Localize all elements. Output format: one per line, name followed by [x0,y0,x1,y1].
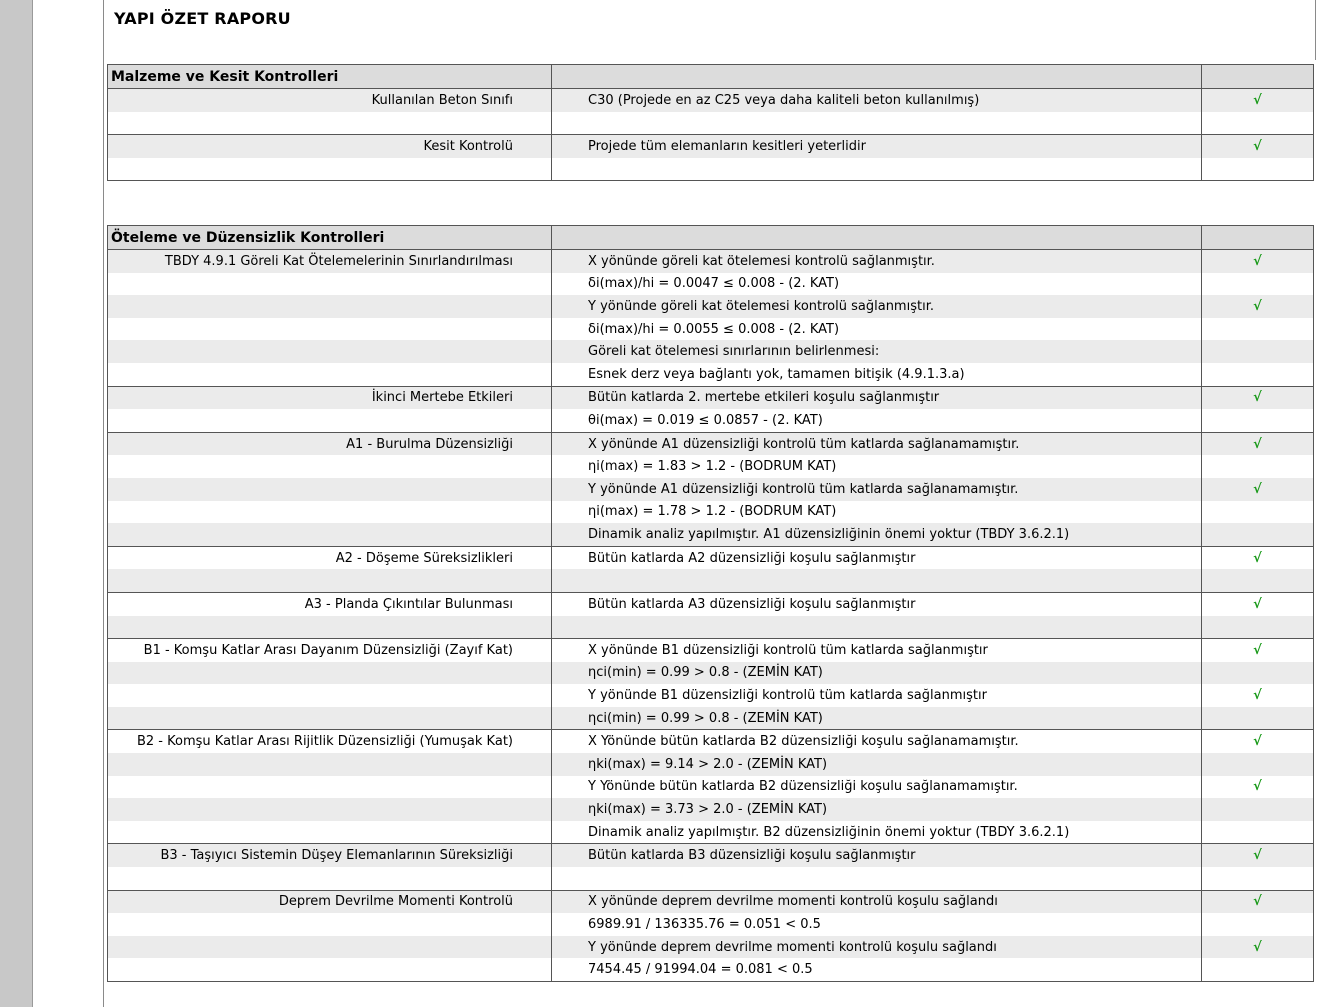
table-row [108,730,1314,753]
checkmark-icon: √ [1202,478,1314,501]
check-label: Deprem Devrilme Momenti Kontrolü [108,890,552,913]
check-label [108,867,552,890]
check-result: ηki(max) = 3.73 > 2.0 - (ZEMİN KAT) [552,798,1202,821]
table-row [108,363,1314,386]
check-result [552,112,1202,135]
table-row [108,844,1314,867]
checkmark-icon [1202,958,1314,981]
table-row [108,432,1314,455]
check-label [108,662,552,685]
table-row [108,684,1314,707]
checkmark-icon [1202,707,1314,730]
checkmark-icon [1202,409,1314,432]
table-row [108,776,1314,799]
check-result: Projede tüm elemanların kesitleri yeterlidir [552,135,1202,158]
checkmark-icon: √ [1253,779,1262,795]
check-label [108,569,552,592]
checkmark-icon: √ [1253,688,1262,704]
page-border-left [103,0,104,1007]
check-label: B1 - Komşu Katlar Arası Dayanım Düzensizliği (Zayıf Kat) [108,639,552,662]
checkmark-icon: √ [1202,295,1314,318]
table-row [108,821,1314,844]
check-label [108,112,552,135]
check-result: Bütün katlarda A2 düzensizliği koşulu sağlanmıştır [552,546,1202,569]
checkmark-icon [1202,158,1314,181]
check-result: Y yönünde göreli kat ötelemesi kontrolü sağlanmıştır. [552,295,1202,318]
checkmark-icon: √ [1202,936,1314,959]
checkmark-icon [1202,523,1314,546]
check-result [552,569,1202,592]
table-row [108,662,1314,685]
table-row [108,569,1314,592]
checkmark-icon [1202,273,1314,296]
check-result: Dinamik analiz yapılmıştır. B2 düzensizliğinin önemi yoktur (TBDY 3.6.2.1) [552,821,1202,844]
check-result: X Yönünde bütün katlarda B2 düzensizliği koşulu sağlanamamıştır. [552,730,1202,753]
check-label [108,753,552,776]
check-label [108,936,552,959]
check-label [108,958,552,981]
check-result: Y yönünde deprem devrilme momenti kontrolü koşulu sağlandı [552,936,1202,959]
table-row [108,753,1314,776]
checkmark-icon: √ [1202,250,1314,273]
check-result [552,158,1202,181]
check-label [108,295,552,318]
check-label [108,821,552,844]
table-row [108,158,1314,181]
check-result: Göreli kat ötelemesi sınırlarının belirlenmesi: [552,340,1202,363]
check-result: ηci(min) = 0.99 > 0.8 - (ZEMİN KAT) [552,707,1202,730]
page-border-right [1315,0,1316,60]
check-result: X yönünde deprem devrilme momenti kontrolü koşulu sağlandı [552,890,1202,913]
checkmark-icon [1202,821,1314,844]
check-label: İkinci Mertebe Etkileri [108,386,552,409]
check-result: C30 (Projede en az C25 veya daha kaliteli beton kullanılmış) [552,89,1202,112]
table-row [108,958,1314,981]
check-result: X yönünde göreli kat ötelemesi kontrolü sağlanmıştır. [552,250,1202,273]
check-label [108,273,552,296]
check-label: A1 - Burulma Düzensizliği [108,432,552,455]
checkmark-icon: √ [1202,730,1314,753]
checkmark-icon [1202,501,1314,524]
report-title: YAPI ÖZET RAPORU [114,9,291,28]
check-label [108,363,552,386]
check-label [108,707,552,730]
check-result: Dinamik analiz yapılmıştır. A1 düzensizliğinin önemi yoktur (TBDY 3.6.2.1) [552,523,1202,546]
checkmark-icon [1202,455,1314,478]
checkmark-icon [1202,318,1314,341]
checkmark-icon: √ [1202,135,1314,158]
check-label [108,684,552,707]
table-row [108,478,1314,501]
check-result: Bütün katlarda B3 düzensizliği koşulu sağlanmıştır [552,844,1202,867]
checkmark-icon [1202,913,1314,936]
check-label [108,616,552,639]
checkmark-icon [1202,867,1314,890]
checkmark-icon: √ [1202,546,1314,569]
checkmark-icon [1202,112,1314,135]
check-label: A3 - Planda Çıkıntılar Bulunması [108,592,552,615]
checkmark-icon: √ [1202,890,1314,913]
check-label [108,798,552,821]
check-result [552,616,1202,639]
check-label [108,913,552,936]
check-label [108,340,552,363]
check-label: TBDY 4.9.1 Göreli Kat Ötelemelerinin Sınırlandırılması [108,250,552,273]
check-result: θi(max) = 0.019 ≤ 0.0857 - (2. KAT) [552,409,1202,432]
check-label [108,158,552,181]
check-label [108,318,552,341]
check-result: Esnek derz veya bağlantı yok, tamamen bitişik (4.9.1.3.a) [552,363,1202,386]
left-gutter [0,0,33,1007]
check-result: 6989.91 / 136335.76 = 0.051 < 0.5 [552,913,1202,936]
check-result: ηci(min) = 0.99 > 0.8 - (ZEMİN KAT) [552,662,1202,685]
check-result: X yönünde B1 düzensizliği kontrolü tüm katlarda sağlanmıştır [552,639,1202,662]
check-label: A2 - Döşeme Süreksizlikleri [108,546,552,569]
check-result: δi(max)/hi = 0.0055 ≤ 0.008 - (2. KAT) [552,318,1202,341]
section-title: Öteleme ve Düzensizlik Kontrolleri [108,226,552,250]
table-row [108,890,1314,913]
checkmark-icon [1202,662,1314,685]
check-result: Bütün katlarda A3 düzensizliği koşulu sağlanmıştır [552,592,1202,615]
check-label: B3 - Taşıyıcı Sistemin Düşey Elemanlarının Süreksizliği [108,844,552,867]
table-row [108,867,1314,890]
checkmark-icon [1202,798,1314,821]
check-result: X yönünde A1 düzensizliği kontrolü tüm katlarda sağlanamamıştır. [552,432,1202,455]
table-row [108,523,1314,546]
checkmark-icon: √ [1202,432,1314,455]
check-result: Y yönünde B1 düzensizliği kontrolü tüm katlarda sağlanmıştır [552,684,1202,707]
table-row [108,409,1314,432]
check-result: Y Yönünde bütün katlarda B2 düzensizliği koşulu sağlanamamıştır. [552,776,1202,799]
section-drift-irregularity-checks [107,225,1314,982]
check-label [108,478,552,501]
table-row [108,135,1314,158]
table-row [108,112,1314,135]
table-row [108,936,1314,959]
table-row [108,318,1314,341]
section-material-checks [107,64,1314,181]
check-label [108,409,552,432]
table-row [108,798,1314,821]
checkmark-icon: √ [1202,844,1314,867]
checkmark-icon: √ [1202,89,1314,112]
table-row [108,707,1314,730]
check-label [108,523,552,546]
check-result [552,867,1202,890]
check-label [108,501,552,524]
check-result: Y yönünde A1 düzensizliği kontrolü tüm katlarda sağlanamamıştır. [552,478,1202,501]
table-row [108,455,1314,478]
check-label [108,776,552,799]
check-result: δi(max)/hi = 0.0047 ≤ 0.008 - (2. KAT) [552,273,1202,296]
checkmark-icon: √ [1202,386,1314,409]
checkmark-icon [1202,616,1314,639]
table-row [108,913,1314,936]
table-row [108,501,1314,524]
checkmark-icon [1202,340,1314,363]
section-title: Malzeme ve Kesit Kontrolleri [108,65,552,89]
table-row [108,616,1314,639]
checkmark-icon [1202,753,1314,776]
table-row [108,639,1314,662]
table-row [108,546,1314,569]
check-result: 7454.45 / 91994.04 = 0.081 < 0.5 [552,958,1202,981]
checkmark-icon [1202,569,1314,592]
table-row [108,386,1314,409]
check-label: Kesit Kontrolü [108,135,552,158]
check-label: Kullanılan Beton Sınıfı [108,89,552,112]
check-result: Bütün katlarda 2. mertebe etkileri koşulu sağlanmıştır [552,386,1202,409]
check-label: B2 - Komşu Katlar Arası Rijitlik Düzensizliği (Yumuşak Kat) [108,730,552,753]
table-row [108,340,1314,363]
table-row [108,89,1314,112]
checkmark-icon: √ [1202,592,1314,615]
table-row [108,250,1314,273]
check-result: ηi(max) = 1.83 > 1.2 - (BODRUM KAT) [552,455,1202,478]
check-label [108,455,552,478]
checkmark-icon: √ [1202,639,1314,662]
check-result: ηki(max) = 9.14 > 2.0 - (ZEMİN KAT) [552,753,1202,776]
table-row [108,592,1314,615]
checkmark-icon [1202,363,1314,386]
check-result: ηi(max) = 1.78 > 1.2 - (BODRUM KAT) [552,501,1202,524]
table-row [108,295,1314,318]
table-row [108,273,1314,296]
